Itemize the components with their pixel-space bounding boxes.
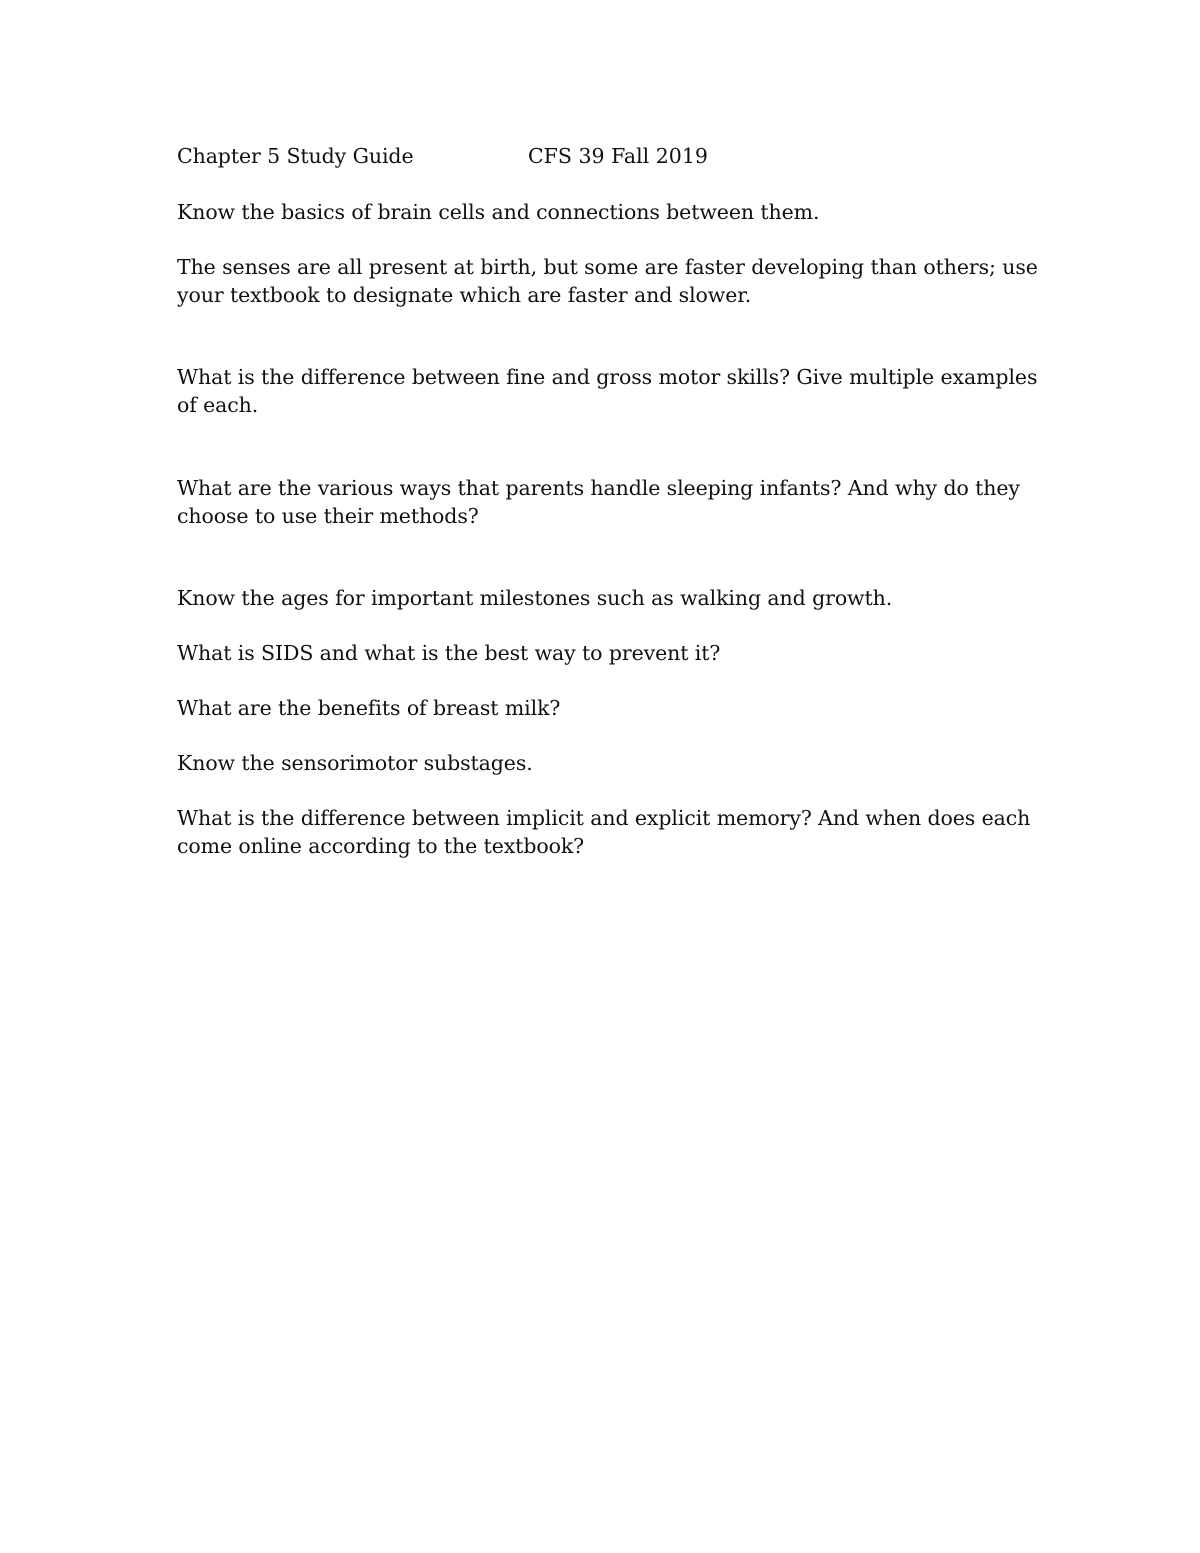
course-label: CFS 39 Fall 2019	[528, 144, 708, 168]
document-title: Chapter 5 Study Guide	[177, 144, 414, 168]
study-item-memory-line-2: come online according to the textbook?	[177, 834, 585, 858]
study-item-motor-skills-line-2: of each.	[177, 393, 259, 417]
study-item-sleeping-line-1: What are the various ways that parents handle sleeping infants? And why do they	[177, 476, 1020, 500]
study-item-senses-line-1: The senses are all present at birth, but some are faster developing than others; use	[177, 255, 1038, 279]
study-item-brain-cells: Know the basics of brain cells and connections between them.	[177, 200, 820, 224]
study-item-senses-line-2: your textbook to designate which are faster and slower.	[177, 283, 752, 307]
study-item-milestones: Know the ages for important milestones such as walking and growth.	[177, 586, 893, 610]
study-item-sensorimotor: Know the sensorimotor substages.	[177, 751, 533, 775]
study-item-breast-milk: What are the benefits of breast milk?	[177, 696, 561, 720]
study-item-motor-skills-line-1: What is the difference between fine and gross motor skills? Give multiple examples	[177, 365, 1038, 389]
study-item-sids: What is SIDS and what is the best way to prevent it?	[177, 641, 721, 665]
study-item-sleeping-line-2: choose to use their methods?	[177, 504, 479, 528]
study-item-memory-line-1: What is the difference between implicit and explicit memory? And when does each	[177, 806, 1031, 830]
